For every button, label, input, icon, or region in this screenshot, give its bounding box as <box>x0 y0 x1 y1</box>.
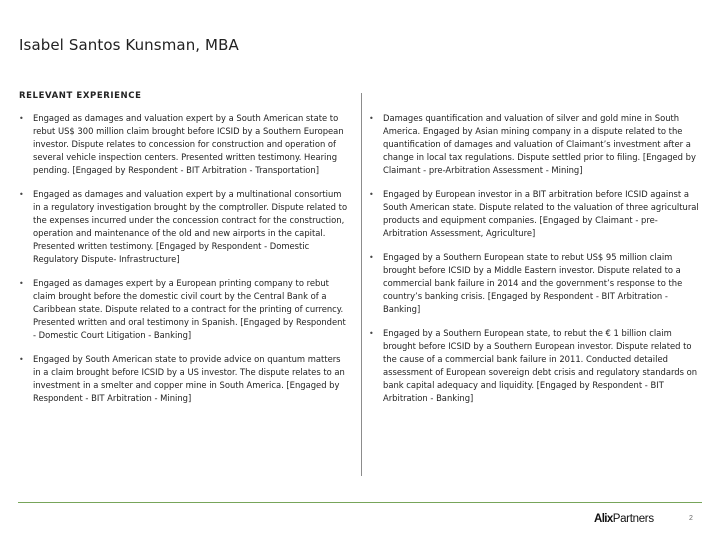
bullet-icon: • <box>369 253 374 262</box>
list-item-text: Engaged by a Southern European state, to rebut the € 1 billion claim brought before ICSID by a Southern European investor. Dispute related to the cause of a commercial bank failure in 2011. Conducted detailed assessment of European sovereign debt crisis and regulatory standards on bank capital adequacy and liquidity. [Engaged by Respondent - BIT Arbitration - Banking] <box>383 328 698 403</box>
list-item <box>369 251 699 316</box>
experience-list-left <box>19 112 349 416</box>
list-item <box>369 112 699 177</box>
list-item-text: Engaged as damages and valuation expert by a South American state to rebut US$ 300 million claim brought before ICSID by a Southern European investor. Dispute relates to concession for construction and operation of several vehicle inspection centers. Presented written testimony. Hearing pending. [Engaged by Respondent - BIT Arbitration - Transportation] <box>33 113 344 175</box>
footer-rule <box>18 502 702 503</box>
list-item <box>19 353 349 405</box>
bullet-icon: • <box>19 190 24 199</box>
list-item <box>19 277 349 342</box>
column-divider <box>361 93 362 476</box>
company-logo <box>594 513 654 525</box>
logo-bold-text: Alix <box>594 513 613 525</box>
list-item <box>19 188 349 266</box>
page-number: 2 <box>689 515 693 522</box>
bullet-icon: • <box>19 279 24 288</box>
bullet-icon: • <box>19 355 24 364</box>
list-item-text: Engaged by a Southern European state to rebut US$ 95 million claim brought before ICSID by a Middle Eastern investor. Dispute related to a commercial bank failure in 2014 and the government’s response to the country’s banking crisis. [Engaged by Respondent - BIT Arbitration - Banking] <box>383 252 683 314</box>
bullet-icon: • <box>369 190 374 199</box>
list-item-text: Damages quantification and valuation of silver and gold mine in South America. Engaged by Asian mining company in a dispute related to the quantification of damages and valuation of Claimant’s investment after a change in local tax regulations. Dispute settled prior to filing. [Engaged by Claimant - pre-Arbitration Assessment - Mining] <box>383 113 696 175</box>
experience-list-right <box>369 112 699 416</box>
page-title: Isabel Santos Kunsman, MBA <box>19 36 239 54</box>
list-item <box>369 188 699 240</box>
list-item <box>369 327 699 405</box>
logo-regular-text: Partners <box>612 513 654 525</box>
section-heading: RELEVANT EXPERIENCE <box>19 91 142 101</box>
list-item-text: Engaged by European investor in a BIT arbitration before ICSID against a South American state. Dispute related to the valuation of three agricultural products and equipment companies. [Engaged by Claimant - pre-Arbitration Assessment, Agriculture] <box>383 189 699 238</box>
list-item-text: Engaged as damages and valuation expert by a multinational consortium in a regulatory investigation brought by the comptroller. Dispute related to the expenses incurred under the concession contract for the construction, operation and maintenance of the old and new airports in the capital. Presented written testimony. [Engaged by Respondent - Domestic Regulatory Dispute- Infrastructure] <box>33 189 348 264</box>
bullet-icon: • <box>369 114 374 123</box>
list-item-text: Engaged as damages expert by a European printing company to rebut claim brought before the domestic civil court by the Central Bank of a Caribbean state. Dispute related to a contract for the printing of currency. Presented written and oral testimony in Spanish. [Engaged by Respondent - Domestic Court Litigation - Banking] <box>33 278 346 340</box>
list-item <box>19 112 349 177</box>
list-item-text: Engaged by South American state to provide advice on quantum matters in a claim brought before ICSID by a US investor. The dispute relates to an investment in a smelter and copper mine in South America. [Engaged by Respondent - BIT Arbitration - Mining] <box>33 354 345 403</box>
bullet-icon: • <box>19 114 24 123</box>
bullet-icon: • <box>369 329 374 338</box>
